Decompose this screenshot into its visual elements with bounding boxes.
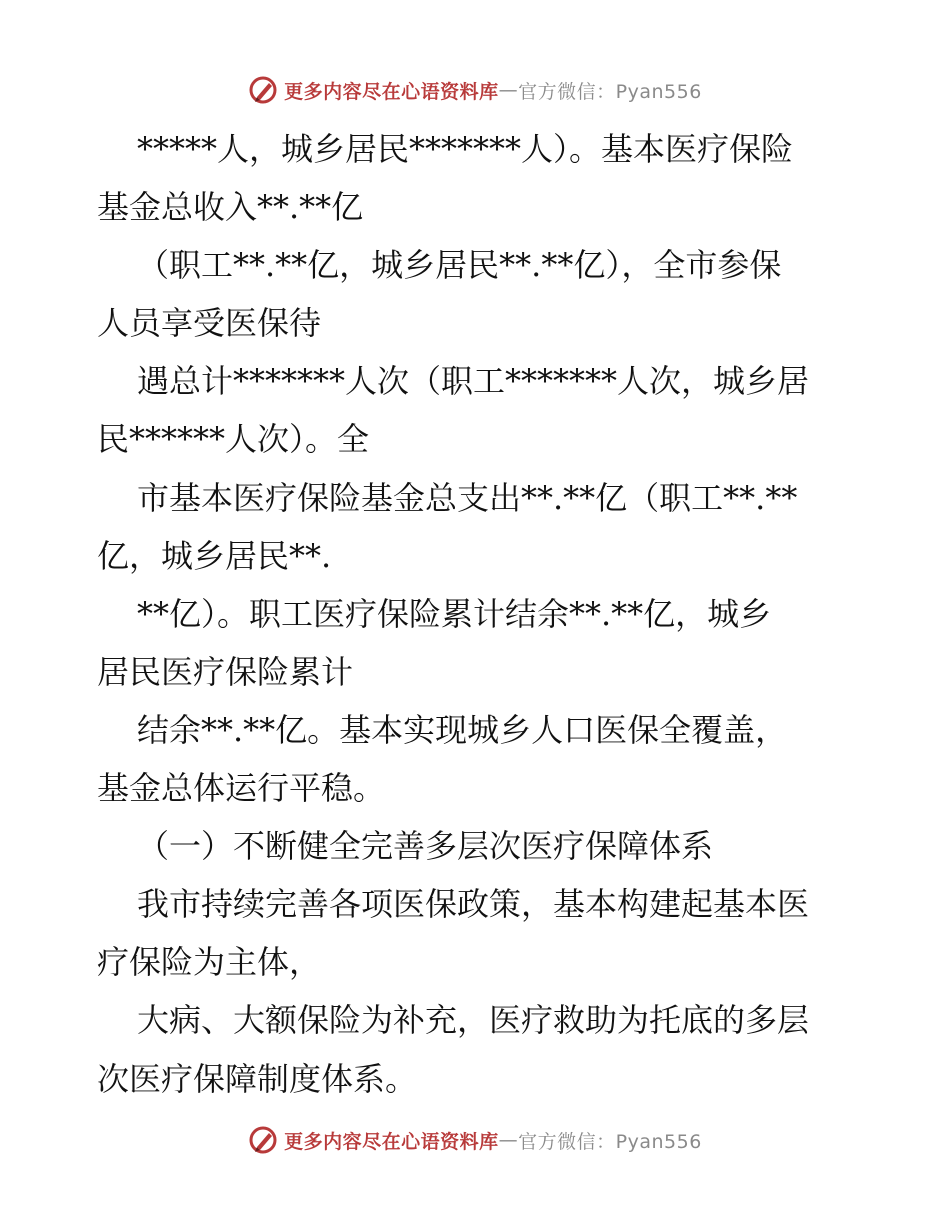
text-line: （职工**.**亿，城乡居民**.**亿），全市参保: [137, 246, 782, 285]
text-line: 人员享受医保待: [97, 304, 322, 343]
banner-title: 更多内容尽在心语资料库: [284, 80, 499, 103]
text-line: 市基本医疗保险基金总支出**.**亿（职工**.**: [137, 478, 798, 517]
banner-wechat: 官方微信：Pyan556: [518, 1130, 702, 1153]
text-line: *****人，城乡居民*******人）。基本医疗保险: [137, 130, 794, 168]
banner-title: 更多内容尽在心语资料库: [284, 1130, 499, 1153]
header-banner: [0, 72, 950, 108]
text-line: 结余**.**亿。基本实现城乡人口医保全覆盖，: [137, 710, 788, 749]
text-line: 居民医疗保险累计: [97, 652, 354, 691]
text-line: （一）不断健全完善多层次医疗保障体系: [137, 827, 714, 866]
text-line: 民******人次）。全: [97, 420, 370, 459]
text-line: 亿，城乡居民**.: [97, 536, 332, 575]
document-body: [97, 120, 857, 1108]
text-line: 我市持续完善各项医保政策，基本构建起基本医: [137, 885, 810, 924]
banner-separator: —: [498, 79, 519, 101]
text-line: 疗保险为主体，: [97, 943, 322, 982]
pen-logo-icon: [248, 1125, 278, 1155]
text-line: 基金总体运行平稳。: [97, 769, 386, 808]
banner-separator: —: [498, 1129, 519, 1151]
text-line: 遇总计*******人次（职工*******人次，城乡居: [137, 362, 810, 401]
text-line: 基金总收入**.**亿: [97, 188, 364, 227]
footer-banner: [0, 1122, 950, 1158]
text-line: 大病、大额保险为补充，医疗救助为托底的多层: [137, 1001, 810, 1040]
text-line: 次医疗保障制度体系。: [97, 1059, 418, 1098]
banner-wechat: 官方微信：Pyan556: [518, 80, 702, 103]
pen-logo-icon: [248, 75, 278, 105]
text-line: **亿）。职工医疗保险累计结余**.**亿，城乡: [137, 594, 772, 633]
